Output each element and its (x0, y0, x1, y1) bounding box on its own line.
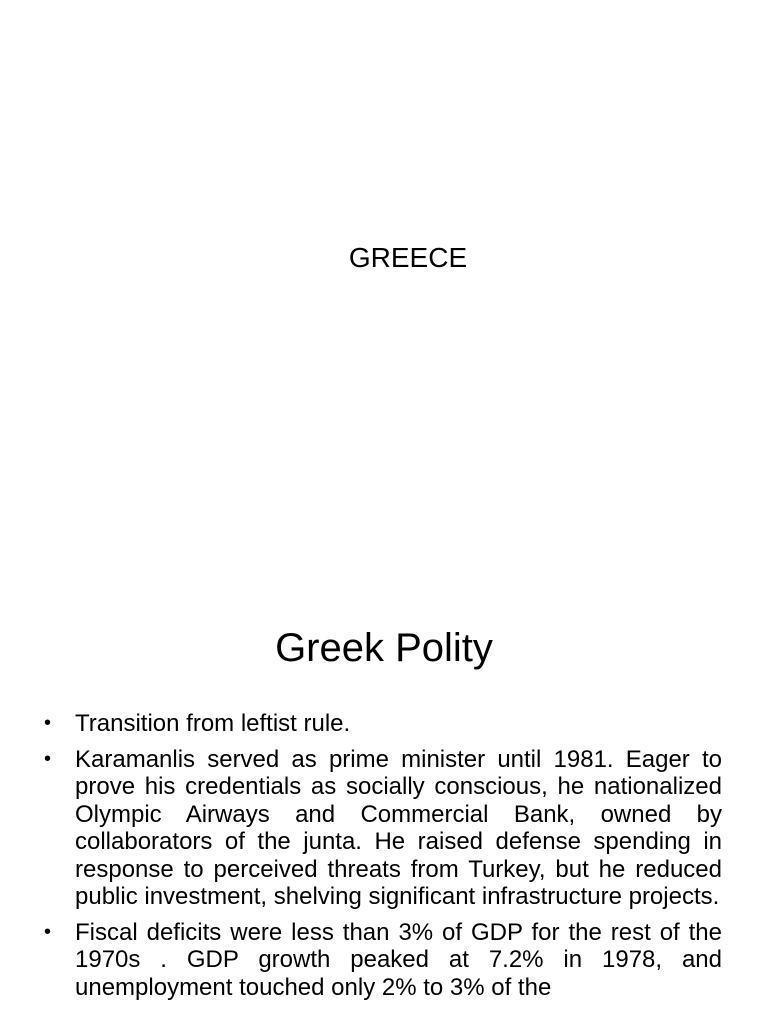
bullet-icon: • (44, 747, 52, 770)
bullet-item (44, 919, 722, 1002)
bullet-icon: • (44, 712, 52, 734)
bullet-icon: • (44, 920, 52, 943)
bullet-item (44, 710, 722, 738)
slide-heading: Greek Polity (275, 626, 493, 670)
bullet-text: Karamanlis served as prime minister until 1981. Eager to prove his credentials as socially conscious, he nationalized Olympic Airways and Commercial Bank, owned by collaborators of the junta. He raised defense spending in response to perceived threats from Turkey, but he reduced public investment, shelving significant infrastructure projects. (75, 745, 722, 910)
bullet-text: Fiscal deficits were less than 3% of GDP for the rest of the 1970s . GDP growth peaked at 7.2% in 1978, and unemployment touched only 2% to 3% of the (75, 918, 722, 1001)
bullet-item (44, 746, 722, 911)
content-slide (0, 600, 768, 1024)
bullet-text: Transition from leftist rule. (75, 710, 351, 737)
cover-title: GREECE (348, 242, 468, 273)
bullet-list (44, 710, 722, 1009)
